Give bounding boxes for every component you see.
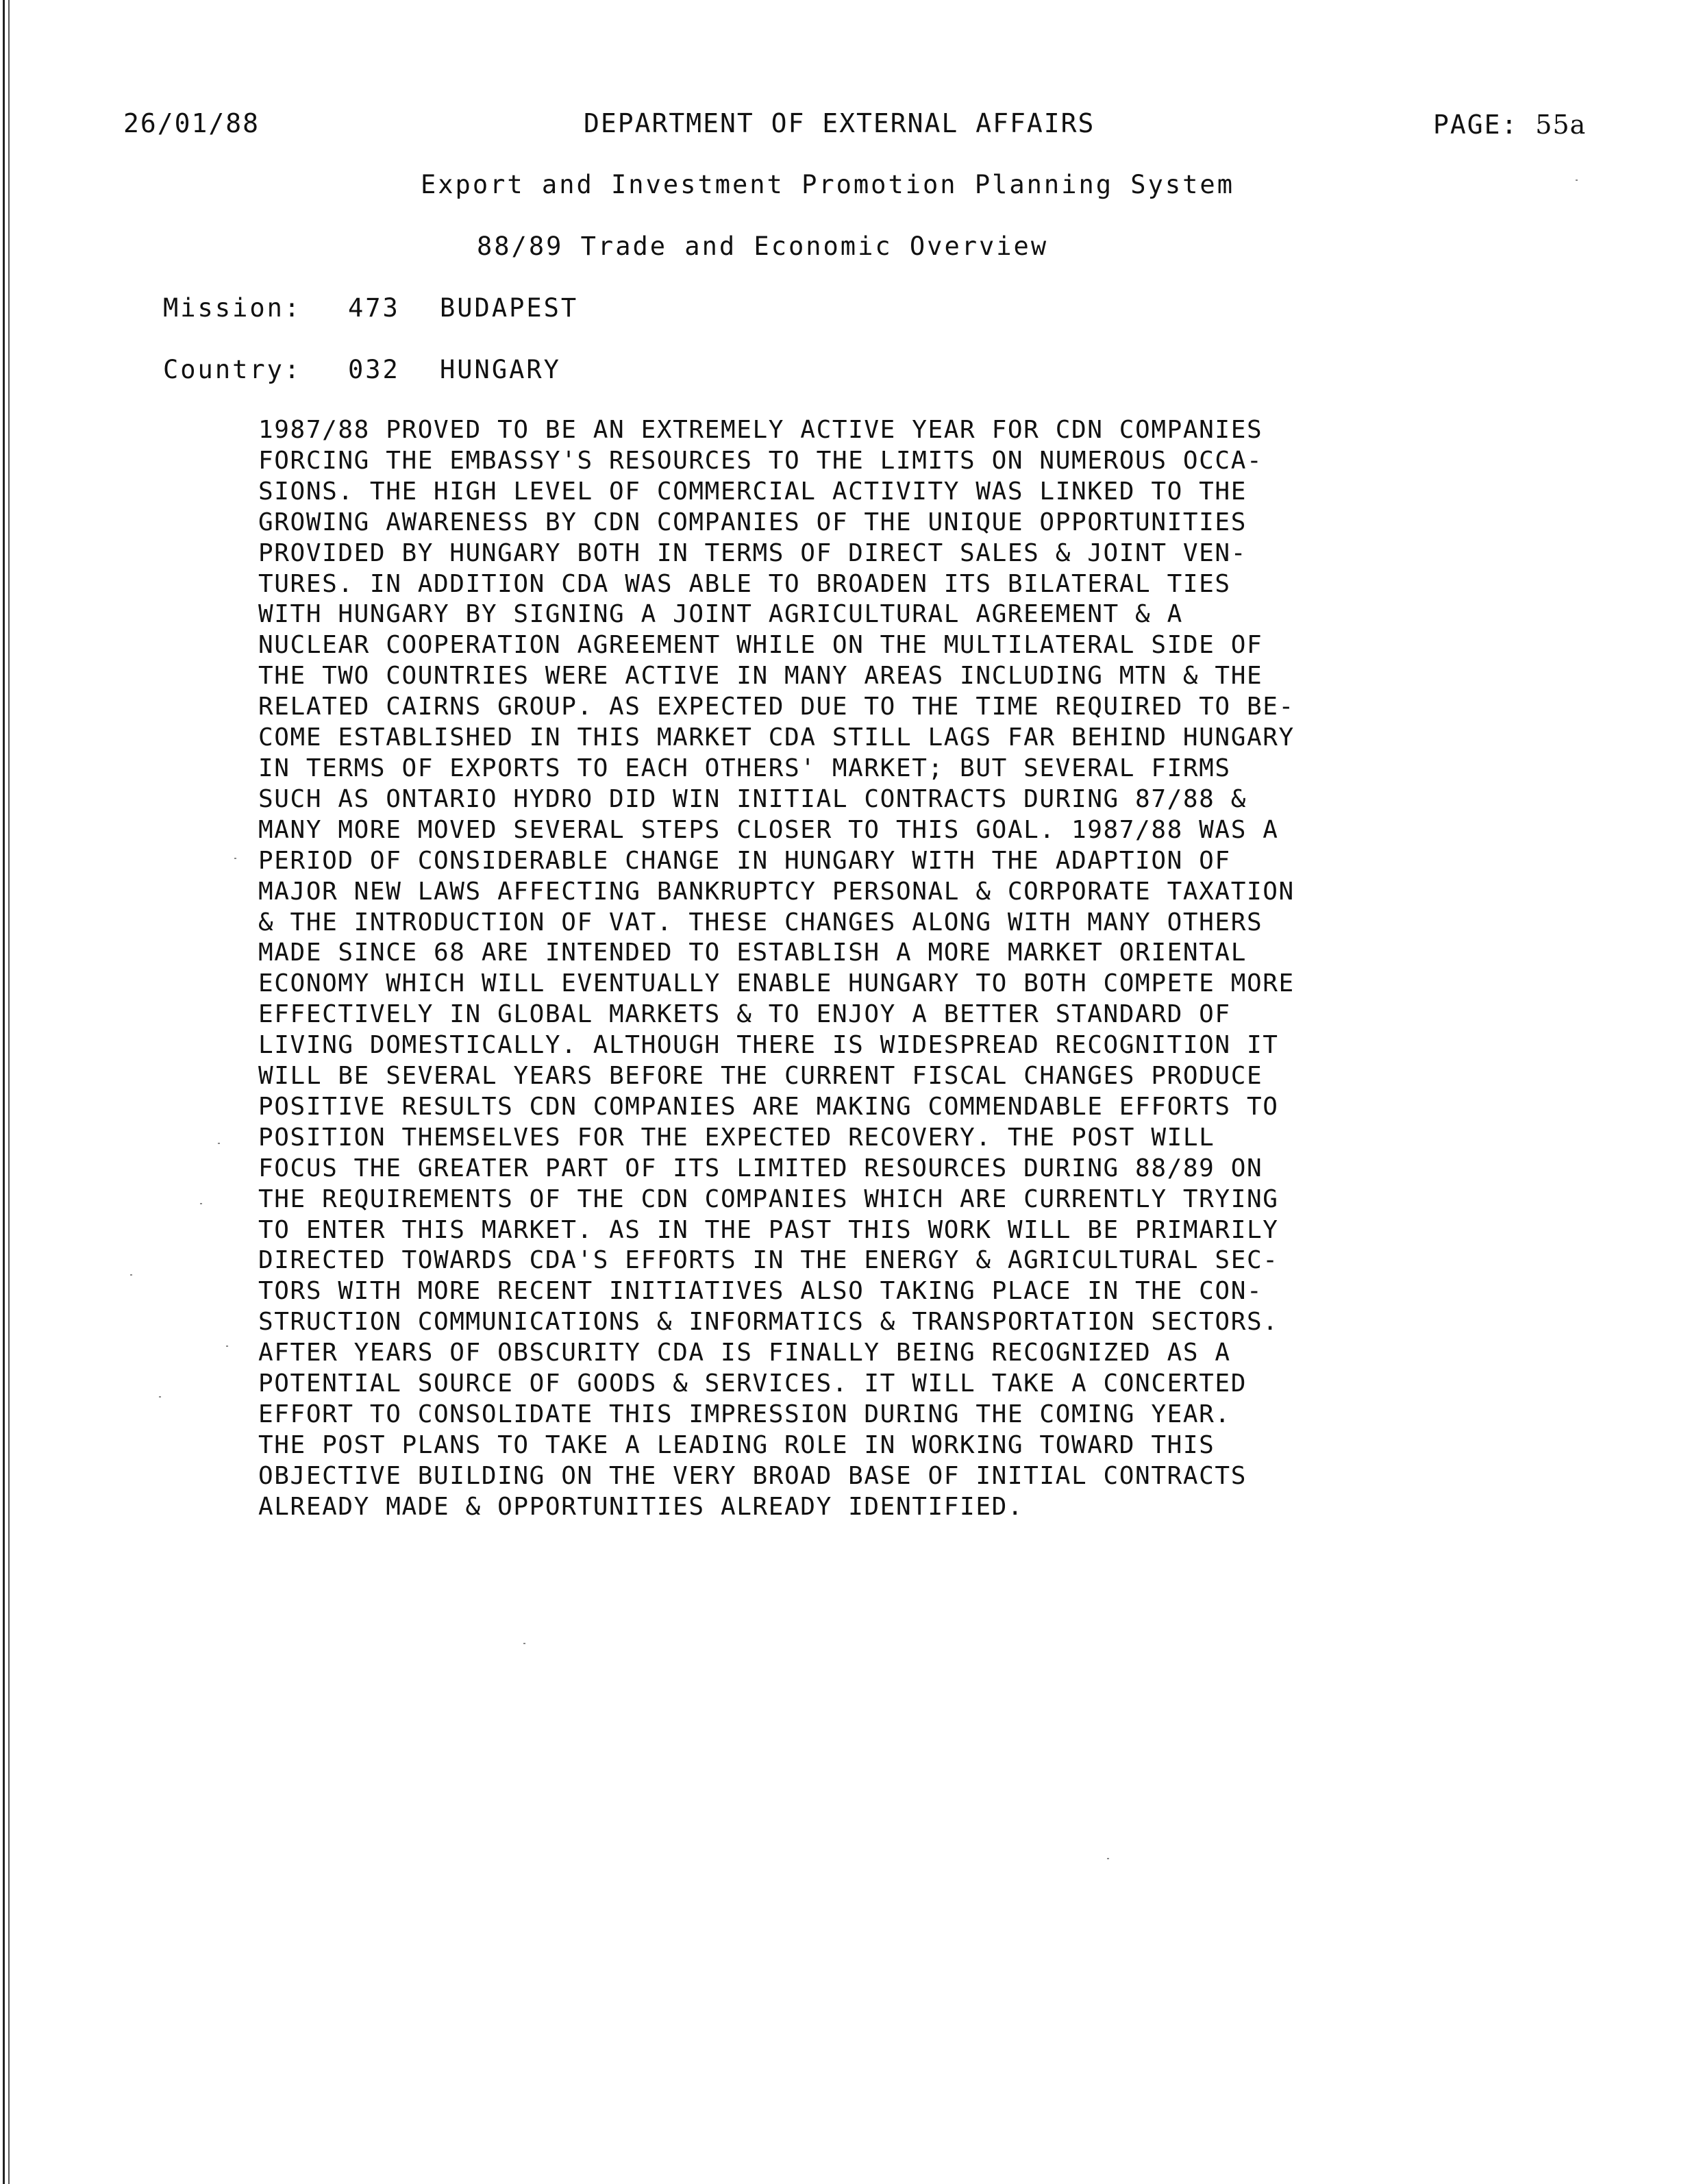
- body-line: ECONOMY WHICH WILL EVENTUALLY ENABLE HUNGARY TO BOTH COMPETE MORE: [258, 969, 1295, 998]
- body-line: POTENTIAL SOURCE OF GOODS & SERVICES. IT WILL TAKE A CONCERTED: [258, 1369, 1247, 1398]
- scan-speck: [200, 1203, 202, 1204]
- body-line: COME ESTABLISHED IN THIS MARKET CDA STILL LAGS FAR BEHIND HUNGARY: [258, 723, 1295, 752]
- body-line: & THE INTRODUCTION OF VAT. THESE CHANGES ALONG WITH MANY OTHERS: [258, 908, 1263, 936]
- body-line: FOCUS THE GREATER PART OF ITS LIMITED RESOURCES DURING 88/89 ON: [258, 1154, 1263, 1182]
- mission-label: Mission:: [163, 293, 302, 323]
- body-line: GROWING AWARENESS BY CDN COMPANIES OF THE UNIQUE OPPORTUNITIES: [258, 508, 1247, 536]
- country-label: Country:: [163, 355, 302, 384]
- scan-edge-line: [3, 0, 5, 2184]
- body-line: THE TWO COUNTRIES WERE ACTIVE IN MANY AREAS INCLUDING MTN & THE: [258, 662, 1263, 691]
- mission-code: 473: [348, 293, 400, 323]
- body-line: MADE SINCE 68 ARE INTENDED TO ESTABLISH A MORE MARKET ORIENTAL: [258, 939, 1247, 967]
- body-line: WILL BE SEVERAL YEARS BEFORE THE CURRENT FISCAL CHANGES PRODUCE: [258, 1062, 1263, 1091]
- body-line: 1987/88 PROVED TO BE AN EXTREMELY ACTIVE YEAR FOR CDN COMPANIES: [258, 416, 1263, 444]
- body-line: THE POST PLANS TO TAKE A LEADING ROLE IN WORKING TOWARD THIS: [258, 1430, 1215, 1459]
- overview-body: [258, 415, 1464, 1523]
- scan-speck: [1107, 1858, 1109, 1859]
- scan-speck: [234, 858, 236, 859]
- scan-speck: [226, 1345, 228, 1347]
- scan-speck: [1576, 179, 1578, 181]
- body-line: THE REQUIREMENTS OF THE CDN COMPANIES WHICH ARE CURRENTLY TRYING: [258, 1184, 1279, 1213]
- body-line: ALREADY MADE & OPPORTUNITIES ALREADY IDENTIFIED.: [258, 1492, 1024, 1521]
- body-line: SUCH AS ONTARIO HYDRO DID WIN INITIAL CONTRACTS DURING 87/88 &: [258, 784, 1247, 813]
- system-title: Export and Investment Promotion Planning System: [421, 170, 1234, 199]
- scan-edge-line: [8, 0, 10, 2184]
- page-number: 55a: [1535, 110, 1587, 140]
- department-title: DEPARTMENT OF EXTERNAL AFFAIRS: [584, 108, 1095, 138]
- country-code: 032: [348, 355, 400, 384]
- body-line: TURES. IN ADDITION CDA WAS ABLE TO BROADEN ITS BILATERAL TIES: [258, 569, 1231, 598]
- body-line: TORS WITH MORE RECENT INITIATIVES ALSO TAKING PLACE IN THE CON-: [258, 1277, 1263, 1306]
- scan-speck: [218, 1143, 220, 1144]
- body-line: EFFORT TO CONSOLIDATE THIS IMPRESSION DURING THE COMING YEAR.: [258, 1400, 1231, 1428]
- body-line: SIONS. THE HIGH LEVEL OF COMMERCIAL ACTIVITY WAS LINKED TO THE: [258, 477, 1247, 506]
- body-line: POSITIVE RESULTS CDN COMPANIES ARE MAKING COMMENDABLE EFFORTS TO: [258, 1092, 1279, 1121]
- body-line: AFTER YEARS OF OBSCURITY CDA IS FINALLY BEING RECOGNIZED AS A: [258, 1339, 1231, 1367]
- body-line: EFFECTIVELY IN GLOBAL MARKETS & TO ENJOY A BETTER STANDARD OF: [258, 1000, 1231, 1029]
- body-line: FORCING THE EMBASSY'S RESOURCES TO THE LIMITS ON NUMEROUS OCCA-: [258, 446, 1263, 475]
- body-line: DIRECTED TOWARDS CDA'S EFFORTS IN THE ENERGY & AGRICULTURAL SEC-: [258, 1246, 1279, 1275]
- body-line: PROVIDED BY HUNGARY BOTH IN TERMS OF DIRECT SALES & JOINT VEN-: [258, 538, 1247, 567]
- mission-field: [163, 293, 578, 323]
- scan-speck: [130, 1274, 132, 1276]
- page-label: PAGE:: [1433, 110, 1519, 140]
- body-line: TO ENTER THIS MARKET. AS IN THE PAST THIS WORK WILL BE PRIMARILY: [258, 1215, 1279, 1244]
- body-line: MAJOR NEW LAWS AFFECTING BANKRUPTCY PERSONAL & CORPORATE TAXATION: [258, 877, 1295, 906]
- body-line: RELATED CAIRNS GROUP. AS EXPECTED DUE TO THE TIME REQUIRED TO BE-: [258, 693, 1295, 721]
- body-line: STRUCTION COMMUNICATIONS & INFORMATICS & TRANSPORTATION SECTORS.: [258, 1308, 1279, 1337]
- report-date: 26/01/88: [123, 108, 260, 138]
- body-line: WITH HUNGARY BY SIGNING A JOINT AGRICULTURAL AGREEMENT & A: [258, 600, 1183, 629]
- body-line: OBJECTIVE BUILDING ON THE VERY BROAD BASE OF INITIAL CONTRACTS: [258, 1461, 1247, 1490]
- body-line: PERIOD OF CONSIDERABLE CHANGE IN HUNGARY WITH THE ADAPTION OF: [258, 846, 1231, 875]
- scan-speck: [159, 1396, 161, 1398]
- body-line: MANY MORE MOVED SEVERAL STEPS CLOSER TO THIS GOAL. 1987/88 WAS A: [258, 815, 1279, 844]
- body-line: POSITION THEMSELVES FOR THE EXPECTED RECOVERY. THE POST WILL: [258, 1123, 1215, 1152]
- body-line: IN TERMS OF EXPORTS TO EACH OTHERS' MARKET; BUT SEVERAL FIRMS: [258, 754, 1231, 782]
- body-line: LIVING DOMESTICALLY. ALTHOUGH THERE IS WIDESPREAD RECOGNITION IT: [258, 1031, 1279, 1060]
- mission-name: BUDAPEST: [440, 293, 579, 323]
- country-field: [163, 355, 561, 384]
- overview-title: 88/89 Trade and Economic Overview: [477, 232, 1049, 261]
- scan-speck: [523, 1643, 525, 1644]
- page-indicator: [1433, 110, 1586, 140]
- country-name: HUNGARY: [440, 355, 561, 384]
- body-line: NUCLEAR COOPERATION AGREEMENT WHILE ON THE MULTILATERAL SIDE OF: [258, 631, 1263, 660]
